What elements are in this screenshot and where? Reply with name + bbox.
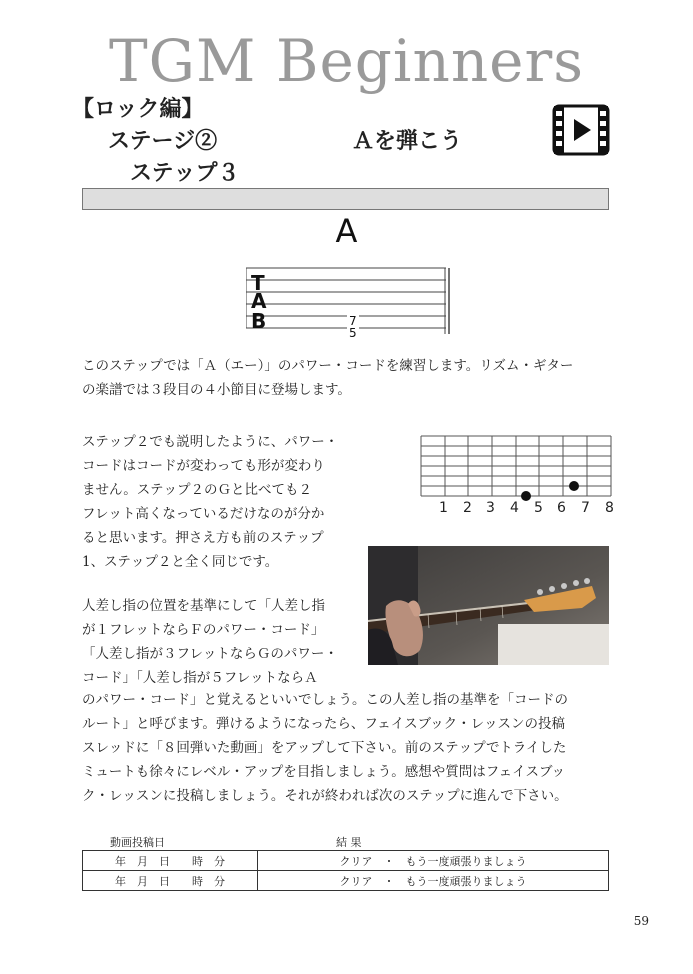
page-number: 59	[633, 914, 649, 928]
text-line: の楽譜では３段目の４小節目に登場します。	[82, 382, 351, 398]
tab-letter-b: B	[251, 309, 267, 333]
fret-number: 4	[510, 500, 519, 516]
tab-staff	[246, 266, 456, 342]
finger-dot	[569, 481, 579, 491]
text-line: 1、ステップ２と全く同じです。	[82, 554, 279, 570]
explanation-paragraph	[82, 430, 354, 574]
table-row	[83, 851, 609, 871]
text-line: ク・レッスンに投稿しましょう。それが終われば次のステップに進んで下さい。	[82, 788, 568, 804]
date-cell[interactable]: 年 月 日 時 分	[83, 851, 258, 871]
text-line: ません。ステップ２のＧと比べても２	[82, 482, 313, 498]
finger-dot	[521, 491, 531, 501]
tab-note: 5	[349, 326, 357, 338]
fret-number: 6	[557, 500, 566, 516]
result-cell[interactable]: クリア ・ もう一度頑張りましょう	[258, 871, 609, 891]
instructions-paragraph	[82, 688, 612, 808]
text-line: ルート」と呼びます。弾けるようになったら、フェイスブック・レッスンの投稿	[82, 716, 566, 732]
table-header-date: 動画投稿日	[110, 836, 165, 849]
table-row	[83, 871, 609, 891]
text-line: コード」「人差し指が５フレットならＡ	[82, 670, 318, 686]
fret-number: 7	[581, 500, 590, 516]
song-title: Ａを弾こう	[352, 128, 463, 154]
fret-number: 3	[486, 500, 495, 516]
tab-letter-a: A	[251, 289, 267, 313]
category-heading: 【ロック編】	[72, 96, 204, 122]
tab-letter-t: T	[251, 271, 265, 295]
tab-note: 7	[349, 314, 357, 328]
date-cell[interactable]: 年 月 日 時 分	[83, 871, 258, 891]
text-line: ると思います。押さえ方も前のステップ	[82, 530, 324, 546]
fret-number: 8	[605, 500, 614, 516]
root-paragraph	[82, 594, 354, 690]
text-line: が１フレットならＦのパワー・コード」	[82, 622, 325, 638]
result-cell[interactable]: クリア ・ もう一度頑張りましょう	[258, 851, 609, 871]
intro-paragraph	[82, 354, 612, 402]
text-line: のパワー・コード」と覚えるといいでしょう。この人差し指の基準を「コードの	[82, 692, 568, 708]
text-line: このステップでは「Ａ（エー）」のパワー・コードを練習します。リズム・ギター	[82, 358, 574, 374]
record-table	[82, 850, 609, 891]
fretboard-diagram	[420, 434, 620, 524]
text-line: フレット高くなっているだけなのが分か	[82, 506, 325, 522]
brand-title: TGM Beginners	[109, 27, 584, 95]
text-line: 人差し指の位置を基準にして「人差し指	[82, 598, 325, 614]
fret-number: 1	[439, 500, 448, 516]
text-line: コードはコードが変わっても形が変わり	[82, 458, 325, 474]
guitar-photo	[368, 546, 609, 665]
chord-name: A	[335, 212, 358, 250]
text-line: スレッドに「８回弾いた動画」をアップして下さい。前のステップでトライした	[82, 740, 567, 756]
section-bar	[82, 188, 609, 210]
text-line: ステップ２でも説明したように、パワー・	[82, 434, 339, 450]
step-heading: ステップ３	[130, 160, 240, 186]
fret-number: 2	[463, 500, 472, 516]
stage-heading: ステージ②	[108, 128, 218, 154]
film-play-icon[interactable]	[552, 104, 610, 156]
fret-number: 5	[534, 500, 543, 516]
text-line: ミュートも徐々にレベル・アップを目指しましょう。感想や質問はフェイスブッ	[82, 764, 566, 780]
table-header-result: 結 果	[336, 836, 362, 849]
text-line: 「人差し指が３フレットならＧのパワー・	[82, 646, 338, 662]
